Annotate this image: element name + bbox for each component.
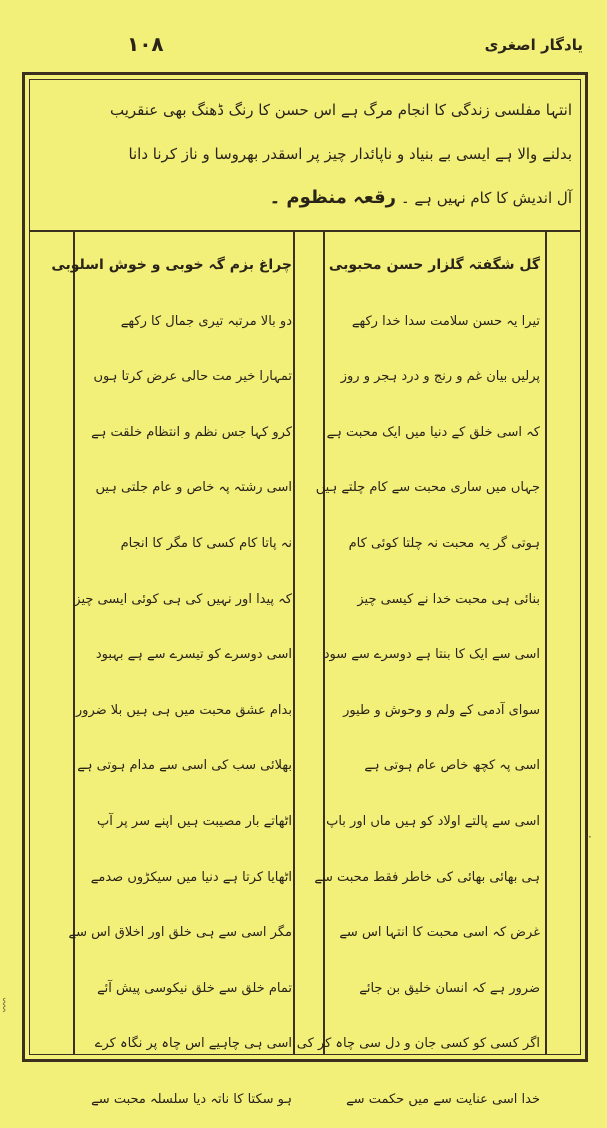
verse-line: اسی سے ایک کا بنتا ہے دوسرے سے سود xyxy=(323,647,540,663)
verse-line: اسی رشتہ پہ خاص و عام جلتی ہیں xyxy=(95,480,292,496)
verse-line: کہ اسی خلق کے دنیا میں ایک محبت ہے xyxy=(326,424,540,440)
column-rule xyxy=(293,230,295,1054)
poem-heading: رقعہ منظوم ۔ xyxy=(269,187,397,208)
verse-line: ہو سکتا کا ناتہ دیا سلسلہ محبت سے xyxy=(91,1091,292,1107)
page-number: ١٠٨ xyxy=(127,32,164,56)
verse-line: تمہارا خیر مت حالی عرض کرتا ہوں xyxy=(93,369,292,385)
verse-line: پرلیں بیان غم و رنج و درد ہجر و روز xyxy=(340,369,540,385)
verse-line: چراغ بزم گہ خوبی و خوش اسلوبی xyxy=(51,257,292,273)
verse-line: کہ پیدا اور نہیں کی ہی کوئی ایسی چیز xyxy=(74,591,292,607)
verse-line: بنائی ہی محبت خدا نے کیسی چیز xyxy=(357,591,540,607)
inner-border xyxy=(29,79,581,1107)
intro-paragraph xyxy=(38,88,572,223)
verse-line: سوای آدمی کے ولم و وحوش و طیور xyxy=(343,702,540,718)
verse-line: خدا اسی عنایت سے میں حکمت سے xyxy=(346,1091,540,1107)
verse-line: کرو کہا جس نظم و انتظام خلقت ہے xyxy=(91,424,292,440)
poem-left-column xyxy=(51,238,292,1128)
verse-line: اٹھایا کرتا ہے دنیا میں سیکڑوں صدمے xyxy=(90,869,292,885)
poem-right-column xyxy=(296,238,540,1128)
intro-line-3 xyxy=(38,176,572,220)
margin-mark: · xyxy=(588,830,592,844)
verse-line: ضرور ہے کہ انسان خلیق بن جائے xyxy=(359,980,540,996)
verse-line: اسی ہی چاہیے اس چاہ پر نگاہ کرے xyxy=(94,1036,292,1052)
verse-line: ہوتی گر یہ محبت نہ چلتا کوئی کام xyxy=(348,535,540,551)
verse-line: بھلائی سب کی اسی سے مدام ہوتی ہے xyxy=(77,758,292,774)
text-frame xyxy=(22,72,588,1107)
running-title: یادگار اصغری xyxy=(484,36,583,54)
verse-line: گل شگفتہ گلزار حسن محبوبی xyxy=(328,257,540,273)
verse-line: اسی پہ کچھ خاص عام ہوتی ہے xyxy=(364,758,540,774)
verse-line: اٹھاتے بار مصیبت ہیں اپنے سر پر آپ xyxy=(97,813,292,829)
verse-line: غرض کہ اسی محبت کا انتہا اس سے xyxy=(339,925,540,941)
intro-line-1: انتہا مفلسی زندگی کا انجام مرگ ہے اس حسن کا رنگ ڈھنگ بھی عنقریب xyxy=(109,101,572,119)
verse-line: بدام عشق محبت میں ہی ہیں بلا ضرور xyxy=(75,702,292,718)
verse-line: تیرا یہ حسن سلامت سدا خدا رکھے xyxy=(351,313,540,329)
verse-line: نہ پاتا کام کسی کا مگر کا انجام xyxy=(120,535,292,551)
intro-line-2: بدلنے والا ہے ایسی بے بنیاد و ناپائدار چیز پر اسقدر بھروسا و ناز کرنا دانا xyxy=(128,145,572,163)
page-header xyxy=(12,32,593,72)
verse-line: ہی بھائی بھائی کی خاطر فقط محبت سے xyxy=(314,869,540,885)
verse-line: تمام خلق سے خلق نیکوسی پیش آئے xyxy=(97,980,292,996)
verse-line: جہاں میں ساری محبت سے کام چلتے ہیں xyxy=(315,480,540,496)
column-rule xyxy=(545,230,547,1054)
margin-mark: ⸾ xyxy=(2,997,7,1011)
section-divider xyxy=(30,230,580,232)
verse-line: مگر اسی سے ہی خلق اور اخلاق اس سے xyxy=(68,925,292,941)
intro-line-3-text: آل اندیش کا کام نہیں ہے ۔ xyxy=(400,189,572,207)
verse-line: دو بالا مرتبہ تیری جمال کا رکھے xyxy=(120,313,292,329)
verse-line: اسی سے پالتے اولاد کو ہیں ماں اور باپ xyxy=(326,813,540,829)
verse-line: اگر کسی کو کسی جان و دل سی چاہ کر کی xyxy=(296,1036,540,1052)
verse-line: اسی دوسرے کو تیسرے سے ہے بہبود xyxy=(95,647,292,663)
